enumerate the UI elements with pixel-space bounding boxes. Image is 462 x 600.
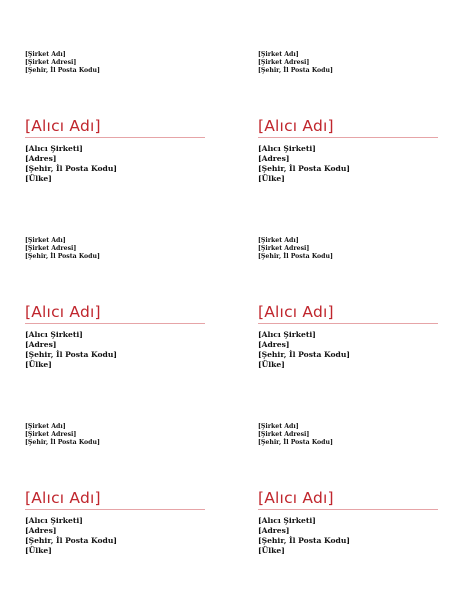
sender-city: [Şehir, İl Posta Kodu]	[25, 67, 100, 74]
sender-city: [Şehir, İl Posta Kodu]	[258, 439, 333, 446]
recipient-address: [Adres]	[25, 526, 57, 535]
recipient-country: [Ülke]	[25, 360, 52, 369]
sender-company: [Şirket Adı]	[25, 237, 66, 244]
recipient-company: [Alıcı Şirketi]	[25, 516, 83, 525]
sender-block	[258, 237, 333, 261]
recipient-name: [Alıcı Adı]	[25, 489, 101, 507]
recipient-address: [Adres]	[258, 154, 290, 163]
recipient-company: [Alıcı Şirketi]	[25, 144, 83, 153]
recipient-block	[258, 516, 350, 556]
sender-city: [Şehir, İl Posta Kodu]	[258, 253, 333, 260]
recipient-country: [Ülke]	[258, 360, 285, 369]
recipient-name: [Alıcı Adı]	[258, 117, 334, 135]
sender-address: [Şirket Adresi]	[258, 431, 310, 438]
recipient-block	[25, 330, 117, 370]
sender-company: [Şirket Adı]	[25, 423, 66, 430]
shipping-label-6	[258, 423, 440, 600]
recipient-company: [Alıcı Şirketi]	[258, 144, 316, 153]
recipient-name: [Alıcı Adı]	[25, 303, 101, 321]
sender-block	[25, 237, 100, 261]
sender-address: [Şirket Adresi]	[25, 245, 77, 252]
recipient-country: [Ülke]	[258, 546, 285, 555]
divider-rule	[25, 137, 205, 138]
sender-address: [Şirket Adresi]	[258, 245, 310, 252]
divider-rule	[25, 509, 205, 510]
sender-block	[258, 423, 333, 447]
sender-address: [Şirket Adresi]	[25, 59, 77, 66]
divider-rule	[258, 137, 438, 138]
recipient-address: [Adres]	[25, 340, 57, 349]
divider-rule	[25, 323, 205, 324]
recipient-country: [Ülke]	[258, 174, 285, 183]
sender-company: [Şirket Adı]	[258, 237, 299, 244]
recipient-city: [Şehir, İl Posta Kodu]	[258, 164, 350, 173]
divider-rule	[258, 323, 438, 324]
shipping-label-3	[25, 237, 207, 423]
recipient-address: [Adres]	[258, 340, 290, 349]
sender-address: [Şirket Adresi]	[25, 431, 77, 438]
recipient-name: [Alıcı Adı]	[258, 303, 334, 321]
sender-city: [Şehir, İl Posta Kodu]	[25, 253, 100, 260]
recipient-country: [Ülke]	[25, 174, 52, 183]
recipient-block	[258, 144, 350, 184]
sender-city: [Şehir, İl Posta Kodu]	[25, 439, 100, 446]
recipient-block	[25, 144, 117, 184]
recipient-city: [Şehir, İl Posta Kodu]	[258, 350, 350, 359]
sender-company: [Şirket Adı]	[258, 423, 299, 430]
recipient-block	[25, 516, 117, 556]
recipient-city: [Şehir, İl Posta Kodu]	[25, 350, 117, 359]
recipient-name: [Alıcı Adı]	[258, 489, 334, 507]
shipping-label-2	[258, 51, 440, 237]
recipient-city: [Şehir, İl Posta Kodu]	[258, 536, 350, 545]
recipient-country: [Ülke]	[25, 546, 52, 555]
divider-rule	[258, 509, 438, 510]
recipient-company: [Alıcı Şirketi]	[258, 516, 316, 525]
shipping-label-4	[258, 237, 440, 423]
sender-block	[25, 51, 100, 75]
recipient-city: [Şehir, İl Posta Kodu]	[25, 536, 117, 545]
recipient-address: [Adres]	[25, 154, 57, 163]
sender-block	[258, 51, 333, 75]
sender-company: [Şirket Adı]	[25, 51, 66, 58]
sender-block	[25, 423, 100, 447]
sender-company: [Şirket Adı]	[258, 51, 299, 58]
shipping-label-1	[25, 51, 207, 237]
recipient-city: [Şehir, İl Posta Kodu]	[25, 164, 117, 173]
shipping-label-5	[25, 423, 207, 600]
recipient-company: [Alıcı Şirketi]	[25, 330, 83, 339]
recipient-company: [Alıcı Şirketi]	[258, 330, 316, 339]
recipient-block	[258, 330, 350, 370]
recipient-address: [Adres]	[258, 526, 290, 535]
sender-city: [Şehir, İl Posta Kodu]	[258, 67, 333, 74]
recipient-name: [Alıcı Adı]	[25, 117, 101, 135]
sender-address: [Şirket Adresi]	[258, 59, 310, 66]
